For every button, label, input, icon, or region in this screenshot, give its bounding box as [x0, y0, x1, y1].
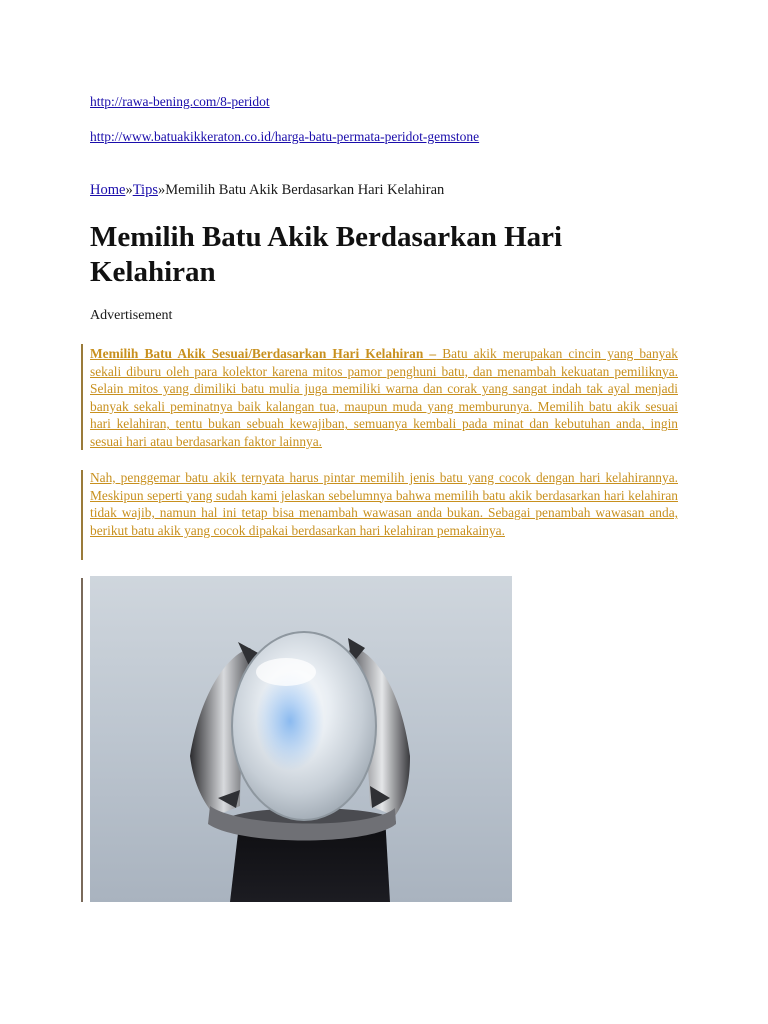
paragraph-body: Batu akik merupakan cincin yang banyak sekali diburu oleh para kolektor karena mitos pamor penghuni batu, dan menambah kekuatan pemiliknya. Selain mitos yang dimiliki batu mulia juga memiliki warna dan corak yang sangat indah tak ayal menjadi banyak sekali peminatnya baik kalangan tua, maupun muda yang memburunya. Memilih batu akik sesuai hari kelahiran, tentu bukan sebuah kewajiban, semuanya kembali pada minat dan kebutuhan anda, ingin sesuai hari atau berdasarkan faktor lainnya.: [90, 346, 678, 449]
breadcrumb-tips-link[interactable]: Tips: [132, 182, 158, 198]
reference-link-rawa-bening[interactable]: http://rawa-bening.com/8-peridot: [90, 94, 270, 109]
quote-bar: [81, 578, 83, 902]
breadcrumb-home-link[interactable]: Home: [90, 182, 126, 198]
reference-link-batuakikkeraton[interactable]: http://www.batuakikkeraton.co.id/harga-batu-permata-peridot-gemstone: [90, 129, 480, 144]
breadcrumb-separator: »: [125, 182, 133, 198]
article-paragraph-2[interactable]: Nah, penggemar batu akik ternyata harus pintar memilih jenis batu yang cocok dengan hari kelahirannya. Meskipun seperti yang sudah kami jelaskan sebelumnya bahwa memilih batu akik berdasarkan hari kelahiran tidak wajib, namun hal ini tetap bisa menambah wawasan anda bukan. Sebagai penambah wawasan anda, berikut batu akik yang cocok dipakai berdasarkan hari kelahiran pemakainya.: [90, 470, 678, 538]
paragraph-lead: Memilih Batu Akik Sesuai/Berdasarkan Hari Kelahiran –: [90, 346, 437, 361]
moonstone-ring-photo: [90, 576, 512, 902]
breadcrumb-separator: »: [157, 182, 166, 198]
quote-bar: [81, 344, 83, 450]
article-paragraph-1[interactable]: [90, 345, 678, 451]
advertisement-label: Advertisement: [90, 308, 173, 323]
quote-bar: [81, 470, 83, 560]
breadcrumb-current: Memilih Batu Akik Berdasarkan Hari Kelahiran: [165, 182, 445, 198]
article-title: Memilih Batu Akik Berdasarkan Hari Kelahiran: [90, 221, 563, 288]
breadcrumb: [90, 182, 444, 199]
